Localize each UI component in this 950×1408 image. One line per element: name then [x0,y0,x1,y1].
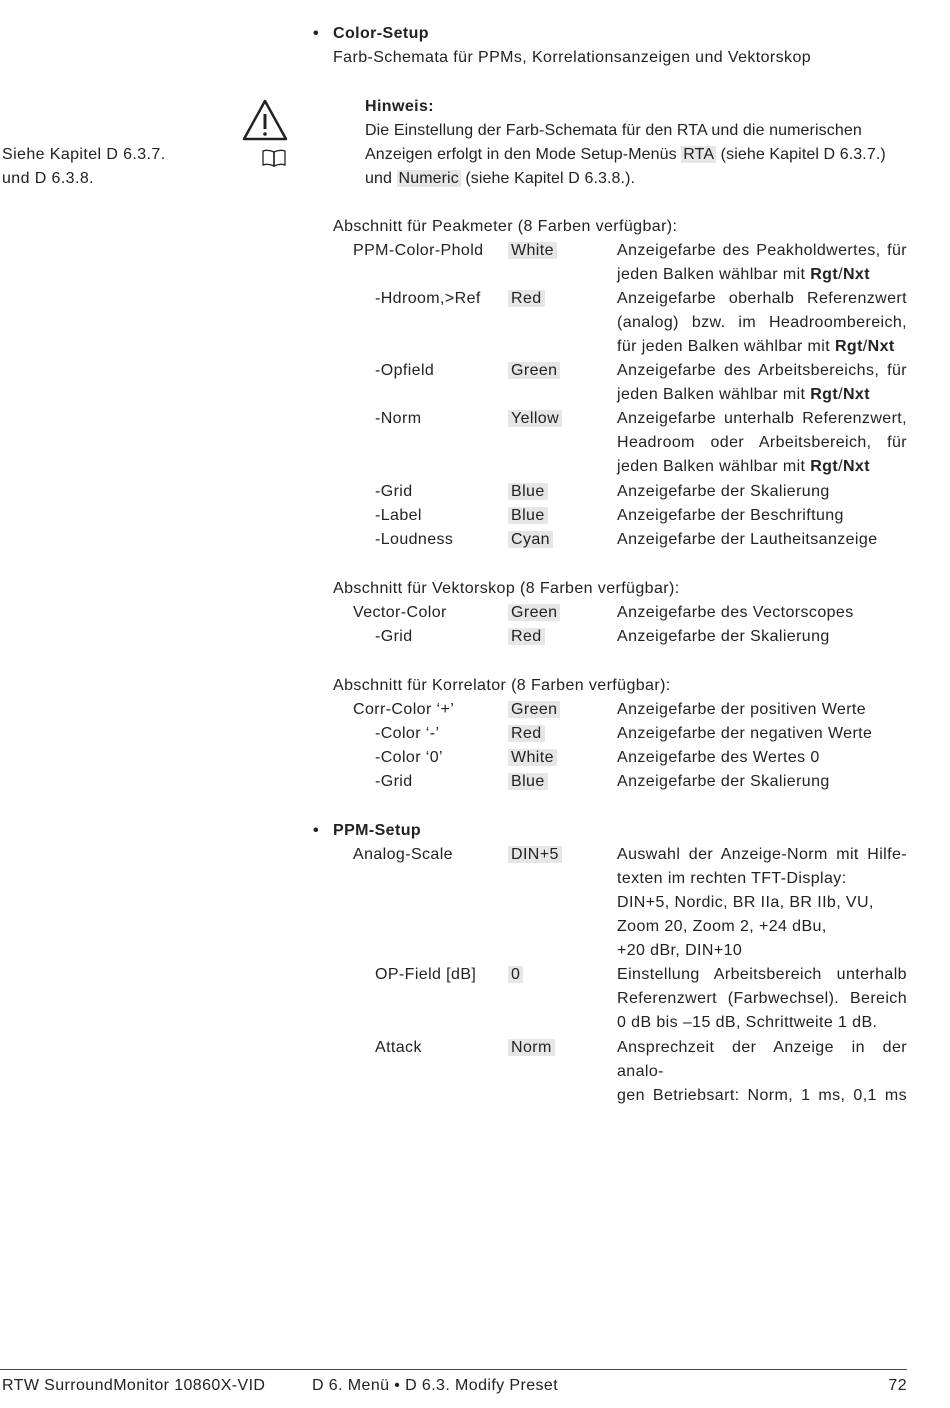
description-line [617,263,907,287]
param-value: Norm [508,1039,555,1056]
description-line: Anzeigefarbe oberhalb Referenzwert [617,290,907,307]
footer-section: D 6. Menü • D 6.3. Modify Preset [312,1377,559,1394]
peakmeter-heading: Abschnitt für Peakmeter (8 Farben verfügbar): [333,218,678,235]
note-line1: Die Einstellung der Farb-Schemata für den RTA und die numerischen [365,122,862,139]
book-icon [261,148,287,168]
description-line: Auswahl der Anzeige-Norm mit Hilfe- [617,846,907,863]
param-description [617,359,907,407]
note-line2-text-a: Anzeigen erfolgt in den Mode Setup-Menüs [365,146,682,163]
key-nxt: Nxt [842,458,870,475]
description-line: Zoom 20, Zoom 2, +24 dBu, [617,918,827,935]
description-line: Anzeigefarbe der Beschriftung [617,507,844,524]
param-name: Analog-Scale [353,846,453,863]
param-description [617,407,907,479]
param-name: Vector-Color [353,604,447,621]
param-description [617,963,907,1035]
description-line: Anzeigefarbe der Lautheitsanzeige [617,531,878,548]
param-description [617,843,907,963]
param-description [617,287,907,359]
param-value: 0 [508,966,523,983]
param-description: Anzeigefarbe der Skalierung [617,773,830,790]
footer-product: RTW SurroundMonitor 10860X-VID [2,1377,266,1394]
key-nxt: Nxt [867,338,895,355]
description-line [617,335,907,359]
correlator-heading: Abschnitt für Korrelator (8 Farben verfügbar): [333,677,671,694]
description-line: Headroom oder Arbeitsbereich, für [617,434,907,451]
description-line [617,383,907,407]
param-name: -Grid [375,773,413,790]
param-value: Green [508,701,560,718]
page-number: 72 [888,1377,907,1394]
description-line: Referenzwert (Farbwechsel). Bereich [617,990,907,1007]
key-nxt: Nxt [842,386,870,403]
description-line: Anzeigefarbe unterhalb Referenzwert, [617,410,907,427]
param-name: -Loudness [375,531,454,548]
description-line: Einstellung Arbeitsbereich unterhalb [617,966,907,983]
key-separator: / [862,338,868,355]
param-name: -Color ‘-’ [375,725,440,742]
param-value: Red [508,725,545,742]
param-name: Corr-Color ‘+’ [353,701,455,718]
bullet: • [313,822,320,839]
vectorscope-heading: Abschnitt für Vektorskop (8 Farben verfügbar): [333,580,680,597]
param-name: -Label [375,507,422,524]
param-value: White [508,749,557,766]
param-name: -Grid [375,628,413,645]
param-value: Cyan [508,531,553,548]
key-rgt: Rgt [810,386,839,403]
numeric-menu-reference: Numeric [398,170,459,187]
param-name: OP-Field [dB] [375,966,477,983]
note-title: Hinweis: [365,98,434,115]
param-value: Blue [508,483,548,500]
key-rgt: Rgt [834,338,863,355]
param-name: -Grid [375,483,413,500]
param-value: Blue [508,773,548,790]
description-line: texten im rechten TFT-Display: [617,870,847,887]
description-line: Ansprechzeit der Anzeige in der analo- [617,1039,907,1080]
param-name: -Color ‘0’ [375,749,444,766]
param-description [617,504,907,528]
description-text: für jeden Balken wählbar mit [617,338,835,355]
key-rgt: Rgt [810,266,839,283]
param-description: Anzeigefarbe der negativen Werte [617,725,873,742]
section-title-ppm-setup: PPM-Setup [333,822,422,839]
param-value: White [508,242,557,259]
param-description [617,239,907,287]
param-name: -Hdroom,>Ref [375,290,481,307]
description-line: Anzeigefarbe des Peakholdwertes, für [617,242,907,259]
description-line: gen Betriebsart: Norm, 1 ms, 0,1 ms [617,1087,907,1104]
bullet: • [313,25,320,42]
key-separator: / [838,386,843,403]
note-line2-text-b: (siehe Kapitel D 6.3.7.) [716,146,886,163]
param-description [617,1036,907,1108]
param-value: Yellow [508,410,562,427]
param-description: Anzeigefarbe des Wertes 0 [617,749,820,766]
warning-triangle-icon [241,98,289,142]
param-value: Green [508,362,560,379]
rta-menu-reference: RTA [683,146,715,163]
param-description: Anzeigefarbe der Skalierung [617,628,830,645]
description-line [617,455,907,479]
footer-divider [0,1369,907,1370]
key-separator: / [838,266,843,283]
param-description: Anzeigefarbe der positiven Werte [617,701,867,718]
description-text: jeden Balken wählbar mit [617,266,811,283]
note-line2 [365,143,886,167]
key-rgt: Rgt [810,458,839,475]
param-description [617,480,907,504]
note-line3 [365,167,635,191]
description-line: Anzeigefarbe der Skalierung [617,483,830,500]
param-value: DIN+5 [508,846,562,863]
param-value: Blue [508,507,548,524]
description-line: (analog) bzw. im Headroombereich, [617,314,907,331]
description-line: DIN+5, Nordic, BR IIa, BR IIb, VU, [617,894,874,911]
key-nxt: Nxt [842,266,870,283]
note-line3-text-a: und [365,170,397,187]
section-subtitle-color-setup: Farb-Schemata für PPMs, Korrelationsanzeigen und Vektorskop [333,49,812,66]
section-title-color-setup: Color-Setup [333,25,429,42]
description-line: Anzeigefarbe des Arbeitsbereichs, für [617,362,907,379]
sidebar-reference-line1: Siehe Kapitel D 6.3.7. [2,146,166,163]
note-line3-text-b: (siehe Kapitel D 6.3.8.). [460,170,636,187]
description-line: +20 dBr, DIN+10 [617,942,743,959]
param-description: Anzeigefarbe des Vectorscopes [617,604,854,621]
param-description [617,528,907,552]
param-value: Red [508,628,545,645]
param-name: -Norm [375,410,422,427]
key-separator: / [838,458,843,475]
param-value: Red [508,290,545,307]
param-name: Attack [375,1039,422,1056]
description-line: 0 dB bis –15 dB, Schrittweite 1 dB. [617,1014,878,1031]
sidebar-reference-line2: und D 6.3.8. [2,170,94,187]
description-text: jeden Balken wählbar mit [617,458,811,475]
param-value: Green [508,604,560,621]
param-name: -Opfield [375,362,435,379]
description-text: jeden Balken wählbar mit [617,386,811,403]
param-name: PPM-Color-Phold [353,242,484,259]
